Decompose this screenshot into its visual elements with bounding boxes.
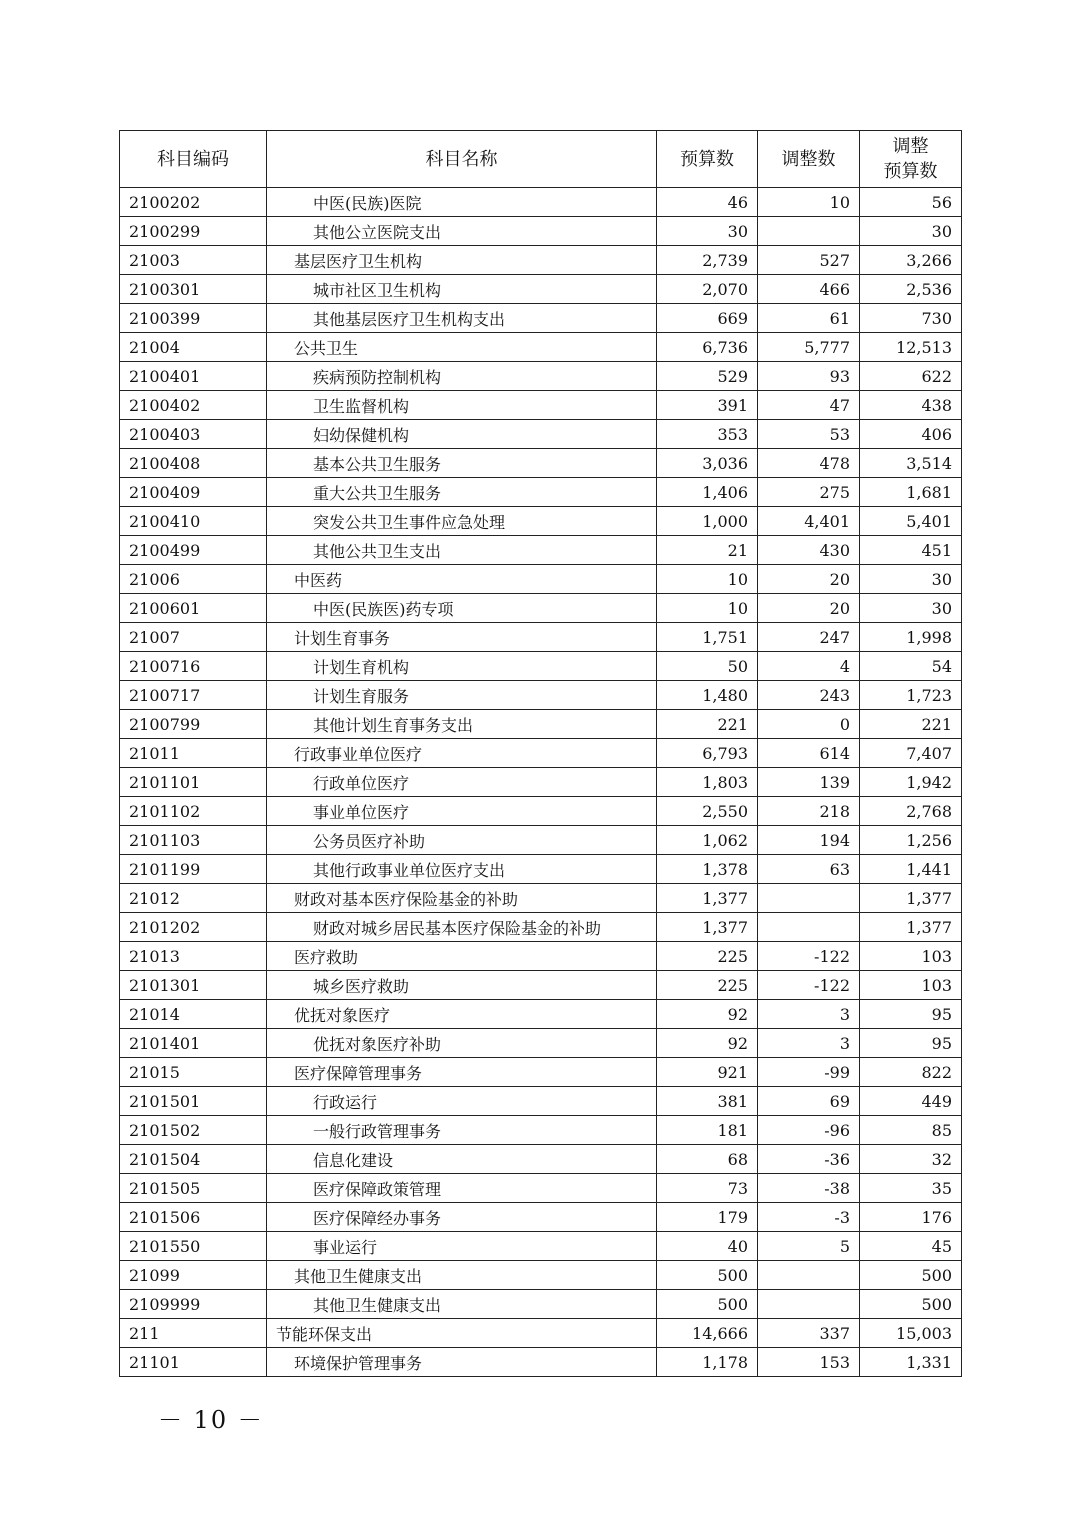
row-budget: 500 (657, 1261, 758, 1290)
row-budget: 2,550 (657, 797, 758, 826)
row-code: 2100202 (120, 188, 267, 217)
table-row (120, 594, 962, 623)
row-name: 事业单位医疗 (267, 797, 657, 826)
row-name: 一般行政管理事务 (267, 1116, 657, 1145)
row-name: 公务员医疗补助 (267, 826, 657, 855)
budget-table (119, 130, 962, 1377)
table-row (120, 507, 962, 536)
row-budget: 1,378 (657, 855, 758, 884)
row-budget: 1,178 (657, 1348, 758, 1377)
row-budget: 179 (657, 1203, 758, 1232)
table-row (120, 246, 962, 275)
row-budget: 68 (657, 1145, 758, 1174)
row-code: 2100717 (120, 681, 267, 710)
row-budget: 1,000 (657, 507, 758, 536)
row-adjust (758, 1290, 860, 1319)
row-adjust: 194 (758, 826, 860, 855)
row-budget: 92 (657, 1029, 758, 1058)
row-code: 2100299 (120, 217, 267, 246)
row-code: 21003 (120, 246, 267, 275)
page-number: － 10 － (158, 1406, 264, 1434)
table-row (120, 478, 962, 507)
row-adjust: -3 (758, 1203, 860, 1232)
row-adjust: 466 (758, 275, 860, 304)
row-adjust: 243 (758, 681, 860, 710)
row-name: 医疗保障经办事务 (267, 1203, 657, 1232)
table-row (120, 884, 962, 913)
row-budget: 46 (657, 188, 758, 217)
row-name: 计划生育事务 (267, 623, 657, 652)
header-row (120, 131, 962, 188)
table-row (120, 1058, 962, 1087)
row-name: 城市社区卫生机构 (267, 275, 657, 304)
row-code: 21013 (120, 942, 267, 971)
row-adjusted-budget: 32 (860, 1145, 962, 1174)
row-code: 2101550 (120, 1232, 267, 1261)
table-row (120, 1174, 962, 1203)
header-budget: 预算数 (657, 131, 758, 188)
header-code: 科目编码 (120, 131, 267, 188)
row-name: 中医药 (267, 565, 657, 594)
row-adjust: 3 (758, 1000, 860, 1029)
row-name: 突发公共卫生事件应急处理 (267, 507, 657, 536)
row-adjusted-budget: 30 (860, 217, 962, 246)
row-name: 其他计划生育事务支出 (267, 710, 657, 739)
row-name: 医疗保障管理事务 (267, 1058, 657, 1087)
row-adjusted-budget: 3,514 (860, 449, 962, 478)
row-adjust: 247 (758, 623, 860, 652)
row-adjusted-budget: 85 (860, 1116, 962, 1145)
row-budget: 225 (657, 942, 758, 971)
row-budget: 1,751 (657, 623, 758, 652)
table-row (120, 971, 962, 1000)
row-name: 卫生监督机构 (267, 391, 657, 420)
table-row (120, 1087, 962, 1116)
row-name: 公共卫生 (267, 333, 657, 362)
row-code: 2100399 (120, 304, 267, 333)
row-adjusted-budget: 15,003 (860, 1319, 962, 1348)
row-code: 21014 (120, 1000, 267, 1029)
row-adjusted-budget: 406 (860, 420, 962, 449)
header-adjusted-budget (860, 131, 962, 188)
row-code: 2100301 (120, 275, 267, 304)
row-name: 节能环保支出 (267, 1319, 657, 1348)
row-budget: 391 (657, 391, 758, 420)
row-budget: 6,736 (657, 333, 758, 362)
row-name: 基层医疗卫生机构 (267, 246, 657, 275)
row-adjust: 53 (758, 420, 860, 449)
row-name: 医疗救助 (267, 942, 657, 971)
table-row (120, 1000, 962, 1029)
row-name: 其他基层医疗卫生机构支出 (267, 304, 657, 333)
row-adjusted-budget: 500 (860, 1261, 962, 1290)
row-name: 行政单位医疗 (267, 768, 657, 797)
table-row (120, 797, 962, 826)
row-adjusted-budget: 2,768 (860, 797, 962, 826)
row-adjusted-budget: 500 (860, 1290, 962, 1319)
row-code: 2101199 (120, 855, 267, 884)
row-adjusted-budget: 451 (860, 536, 962, 565)
row-adjust: 3 (758, 1029, 860, 1058)
row-name: 其他卫生健康支出 (267, 1261, 657, 1290)
row-adjust: -122 (758, 971, 860, 1000)
table-row (120, 536, 962, 565)
row-budget: 21 (657, 536, 758, 565)
row-code: 21101 (120, 1348, 267, 1377)
row-adjust: 69 (758, 1087, 860, 1116)
row-name: 重大公共卫生服务 (267, 478, 657, 507)
table-row (120, 1116, 962, 1145)
row-adjust: -99 (758, 1058, 860, 1087)
row-adjust: 63 (758, 855, 860, 884)
row-budget: 10 (657, 594, 758, 623)
table-row (120, 681, 962, 710)
row-adjusted-budget: 12,513 (860, 333, 962, 362)
row-budget: 14,666 (657, 1319, 758, 1348)
row-adjust: -38 (758, 1174, 860, 1203)
row-adjust: 93 (758, 362, 860, 391)
table-row (120, 333, 962, 362)
row-budget: 3,036 (657, 449, 758, 478)
row-adjusted-budget: 1,441 (860, 855, 962, 884)
row-code: 2101103 (120, 826, 267, 855)
table-row (120, 420, 962, 449)
row-adjust: 5 (758, 1232, 860, 1261)
row-code: 21012 (120, 884, 267, 913)
row-adjusted-budget: 1,998 (860, 623, 962, 652)
row-name: 优抚对象医疗 (267, 1000, 657, 1029)
row-budget: 529 (657, 362, 758, 391)
row-code: 2100401 (120, 362, 267, 391)
row-code: 211 (120, 1319, 267, 1348)
table-row (120, 1290, 962, 1319)
table-row (120, 710, 962, 739)
row-name: 中医(民族医)药专项 (267, 594, 657, 623)
row-adjust (758, 913, 860, 942)
row-budget: 2,070 (657, 275, 758, 304)
row-name: 计划生育机构 (267, 652, 657, 681)
row-code: 2101202 (120, 913, 267, 942)
row-adjust: 337 (758, 1319, 860, 1348)
header-adjusted-line1: 调整 (892, 136, 929, 157)
row-code: 2101101 (120, 768, 267, 797)
row-adjusted-budget: 45 (860, 1232, 962, 1261)
row-adjust: 20 (758, 565, 860, 594)
row-name: 事业运行 (267, 1232, 657, 1261)
row-adjusted-budget: 5,401 (860, 507, 962, 536)
row-adjusted-budget: 103 (860, 942, 962, 971)
row-adjust: 5,777 (758, 333, 860, 362)
row-adjusted-budget: 438 (860, 391, 962, 420)
row-budget: 1,803 (657, 768, 758, 797)
row-adjusted-budget: 35 (860, 1174, 962, 1203)
row-code: 21004 (120, 333, 267, 362)
row-code: 21006 (120, 565, 267, 594)
row-adjust: -122 (758, 942, 860, 971)
row-adjust: 20 (758, 594, 860, 623)
header-name: 科目名称 (267, 131, 657, 188)
row-budget: 30 (657, 217, 758, 246)
row-code: 2101102 (120, 797, 267, 826)
row-name: 中医(民族)医院 (267, 188, 657, 217)
row-budget: 921 (657, 1058, 758, 1087)
row-code: 2100499 (120, 536, 267, 565)
row-adjusted-budget: 30 (860, 594, 962, 623)
row-adjust: 61 (758, 304, 860, 333)
row-code: 2101505 (120, 1174, 267, 1203)
table-row (120, 739, 962, 768)
table-row (120, 652, 962, 681)
row-adjusted-budget: 449 (860, 1087, 962, 1116)
row-adjusted-budget: 176 (860, 1203, 962, 1232)
header-adjust: 调整数 (758, 131, 860, 188)
row-code: 2100408 (120, 449, 267, 478)
row-adjusted-budget: 7,407 (860, 739, 962, 768)
row-adjust: 4,401 (758, 507, 860, 536)
row-adjust: 10 (758, 188, 860, 217)
row-budget: 1,406 (657, 478, 758, 507)
header-adjusted-line2: 预算数 (883, 161, 938, 182)
row-budget: 500 (657, 1290, 758, 1319)
row-name: 财政对基本医疗保险基金的补助 (267, 884, 657, 913)
table-row (120, 1319, 962, 1348)
row-code: 2100601 (120, 594, 267, 623)
row-code: 2101504 (120, 1145, 267, 1174)
table-row (120, 565, 962, 594)
row-adjusted-budget: 95 (860, 1000, 962, 1029)
row-name: 疾病预防控制机构 (267, 362, 657, 391)
table-row (120, 362, 962, 391)
row-adjust: 218 (758, 797, 860, 826)
table-row (120, 275, 962, 304)
table-row (120, 1145, 962, 1174)
row-code: 2100410 (120, 507, 267, 536)
row-adjusted-budget: 1,942 (860, 768, 962, 797)
row-budget: 221 (657, 710, 758, 739)
row-budget: 225 (657, 971, 758, 1000)
table-row (120, 188, 962, 217)
row-budget: 10 (657, 565, 758, 594)
row-name: 城乡医疗救助 (267, 971, 657, 1000)
table-row (120, 913, 962, 942)
row-code: 2100799 (120, 710, 267, 739)
table-row (120, 855, 962, 884)
row-adjusted-budget: 1,723 (860, 681, 962, 710)
table-row (120, 942, 962, 971)
row-budget: 669 (657, 304, 758, 333)
table-body (120, 188, 962, 1377)
row-name: 妇幼保健机构 (267, 420, 657, 449)
table-row (120, 768, 962, 797)
row-name: 其他卫生健康支出 (267, 1290, 657, 1319)
row-code: 2101501 (120, 1087, 267, 1116)
row-adjust: 0 (758, 710, 860, 739)
row-adjust: 614 (758, 739, 860, 768)
row-code: 21099 (120, 1261, 267, 1290)
row-adjust: 139 (758, 768, 860, 797)
row-adjust: 4 (758, 652, 860, 681)
row-code: 2101506 (120, 1203, 267, 1232)
table-row (120, 217, 962, 246)
row-code: 2101502 (120, 1116, 267, 1145)
row-adjusted-budget: 30 (860, 565, 962, 594)
row-name: 基本公共卫生服务 (267, 449, 657, 478)
row-adjust: -96 (758, 1116, 860, 1145)
row-budget: 1,377 (657, 884, 758, 913)
row-adjust: -36 (758, 1145, 860, 1174)
row-budget: 92 (657, 1000, 758, 1029)
row-code: 2100716 (120, 652, 267, 681)
row-budget: 1,377 (657, 913, 758, 942)
table-row (120, 826, 962, 855)
row-code: 2101301 (120, 971, 267, 1000)
row-code: 21011 (120, 739, 267, 768)
row-name: 优抚对象医疗补助 (267, 1029, 657, 1058)
row-budget: 181 (657, 1116, 758, 1145)
row-name: 其他行政事业单位医疗支出 (267, 855, 657, 884)
row-adjusted-budget: 1,256 (860, 826, 962, 855)
row-adjusted-budget: 3,266 (860, 246, 962, 275)
row-name: 计划生育服务 (267, 681, 657, 710)
row-adjust: 478 (758, 449, 860, 478)
row-name: 财政对城乡居民基本医疗保险基金的补助 (267, 913, 657, 942)
row-adjust: 430 (758, 536, 860, 565)
row-adjusted-budget: 54 (860, 652, 962, 681)
row-code: 2100403 (120, 420, 267, 449)
row-code: 21007 (120, 623, 267, 652)
row-budget: 1,062 (657, 826, 758, 855)
row-code: 2109999 (120, 1290, 267, 1319)
row-code: 2101401 (120, 1029, 267, 1058)
row-code: 2100409 (120, 478, 267, 507)
row-name: 行政事业单位医疗 (267, 739, 657, 768)
row-adjusted-budget: 1,681 (860, 478, 962, 507)
row-adjust (758, 217, 860, 246)
table-row (120, 1232, 962, 1261)
row-adjusted-budget: 221 (860, 710, 962, 739)
row-adjust: 275 (758, 478, 860, 507)
row-budget: 50 (657, 652, 758, 681)
row-budget: 2,739 (657, 246, 758, 275)
row-adjusted-budget: 95 (860, 1029, 962, 1058)
table-row (120, 623, 962, 652)
row-adjust: 47 (758, 391, 860, 420)
row-adjusted-budget: 622 (860, 362, 962, 391)
row-adjusted-budget: 822 (860, 1058, 962, 1087)
row-adjusted-budget: 103 (860, 971, 962, 1000)
row-budget: 353 (657, 420, 758, 449)
row-name: 行政运行 (267, 1087, 657, 1116)
table-row (120, 1348, 962, 1377)
row-name: 其他公共卫生支出 (267, 536, 657, 565)
row-budget: 6,793 (657, 739, 758, 768)
row-budget: 73 (657, 1174, 758, 1203)
row-adjusted-budget: 1,377 (860, 913, 962, 942)
row-code: 21015 (120, 1058, 267, 1087)
table-row (120, 1203, 962, 1232)
table-row (120, 1261, 962, 1290)
row-budget: 40 (657, 1232, 758, 1261)
row-adjust (758, 884, 860, 913)
row-budget: 381 (657, 1087, 758, 1116)
row-code: 2100402 (120, 391, 267, 420)
row-adjusted-budget: 56 (860, 188, 962, 217)
row-name: 医疗保障政策管理 (267, 1174, 657, 1203)
row-adjust: 153 (758, 1348, 860, 1377)
row-adjusted-budget: 730 (860, 304, 962, 333)
table-row (120, 1029, 962, 1058)
row-adjust: 527 (758, 246, 860, 275)
row-name: 其他公立医院支出 (267, 217, 657, 246)
row-adjust (758, 1261, 860, 1290)
row-name: 信息化建设 (267, 1145, 657, 1174)
table-row (120, 304, 962, 333)
row-adjusted-budget: 1,377 (860, 884, 962, 913)
row-budget: 1,480 (657, 681, 758, 710)
table-row (120, 391, 962, 420)
row-name: 环境保护管理事务 (267, 1348, 657, 1377)
row-adjusted-budget: 1,331 (860, 1348, 962, 1377)
row-adjusted-budget: 2,536 (860, 275, 962, 304)
table-row (120, 449, 962, 478)
